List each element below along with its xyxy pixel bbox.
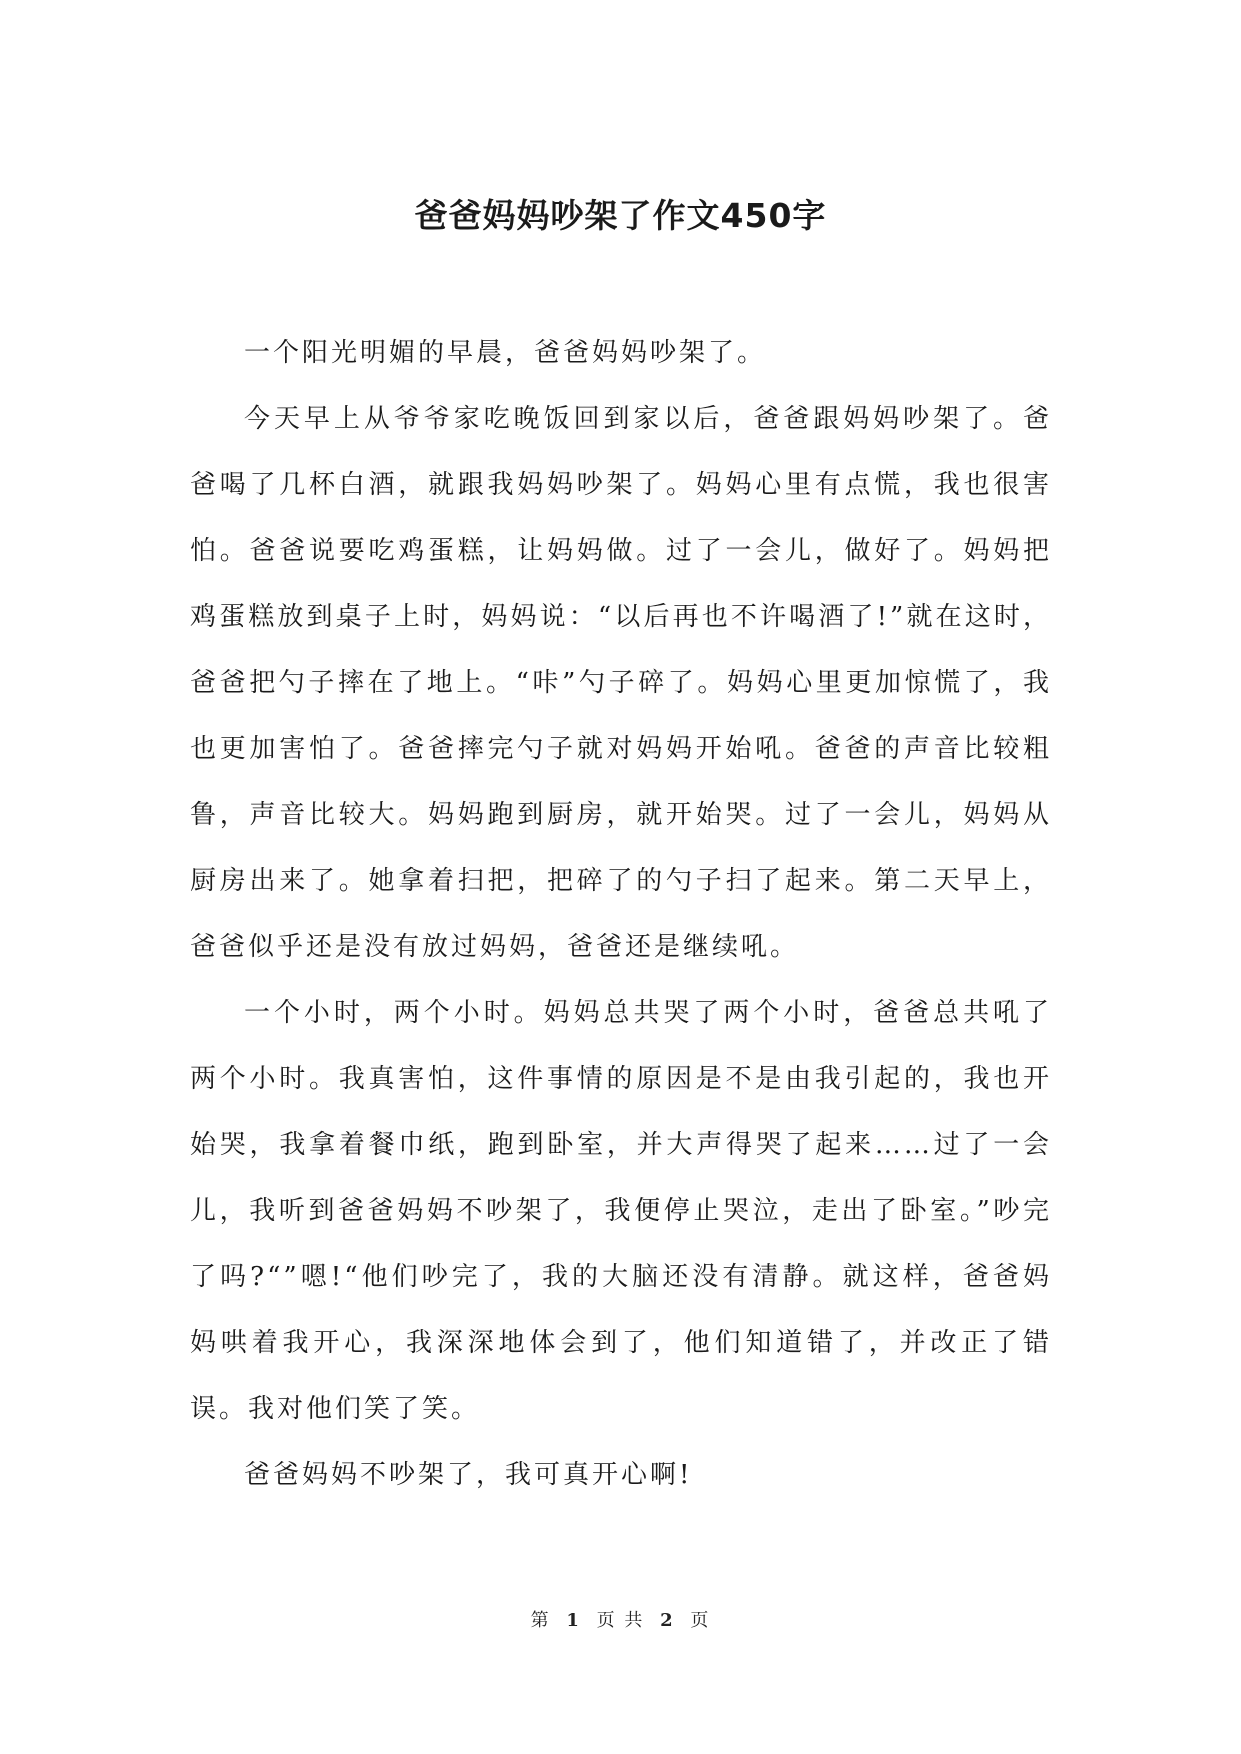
footer-total-pages: 2	[660, 1610, 675, 1631]
paragraph-4: 爸爸妈妈不吵架了，我可真开心啊!	[244, 1460, 693, 1490]
footer-suffix: 页	[690, 1610, 711, 1631]
footer-prefix: 第	[530, 1610, 551, 1631]
page-footer	[0, 1606, 1241, 1632]
footer-middle: 页 共	[596, 1610, 645, 1631]
paragraph-2: 今天早上从爷爷家吃晚饭回到家以后，爸爸跟妈妈吵架了。爸爸喝了几杯白酒，就跟我妈妈吵架了。妈妈心里有点慌，我也很害怕。爸爸说要吃鸡蛋糕，让妈妈做。过了一会儿，做好了。妈妈把鸡蛋糕放到桌子上时，妈妈说：“以后再也不许喝酒了!”就在这时，爸爸把勺子摔在了地上。“咔”勺子碎了。妈妈心里更加惊慌了，我也更加害怕了。爸爸摔完勺子就对妈妈开始吼。爸爸的声音比较粗鲁，声音比较大。妈妈跑到厨房，就开始哭。过了一会儿，妈妈从厨房出来了。她拿着扫把，把碎了的勺子扫了起来。第二天早上，爸爸似乎还是没有放过妈妈，爸爸还是继续吼。	[190, 404, 1052, 962]
footer-page-number: 1	[566, 1610, 581, 1631]
paragraph-1: 一个阳光明媚的早晨，爸爸妈妈吵架了。	[244, 338, 767, 368]
document-title: 爸爸妈妈吵架了作文450字	[414, 196, 827, 235]
document-body	[190, 320, 1052, 1508]
paragraph-3: 一个小时，两个小时。妈妈总共哭了两个小时，爸爸总共吼了两个小时。我真害怕，这件事情的原因是不是由我引起的，我也开始哭，我拿着餐巾纸，跑到卧室，并大声得哭了起来……过了一会儿，我听到爸爸妈妈不吵架了，我便停止哭泣，走出了卧室。”吵完了吗?“”嗯!“他们吵完了，我的大脑还没有清静。就这样，爸爸妈妈哄着我开心，我深深地体会到了，他们知道错了，并改正了错误。我对他们笑了笑。	[190, 998, 1052, 1424]
